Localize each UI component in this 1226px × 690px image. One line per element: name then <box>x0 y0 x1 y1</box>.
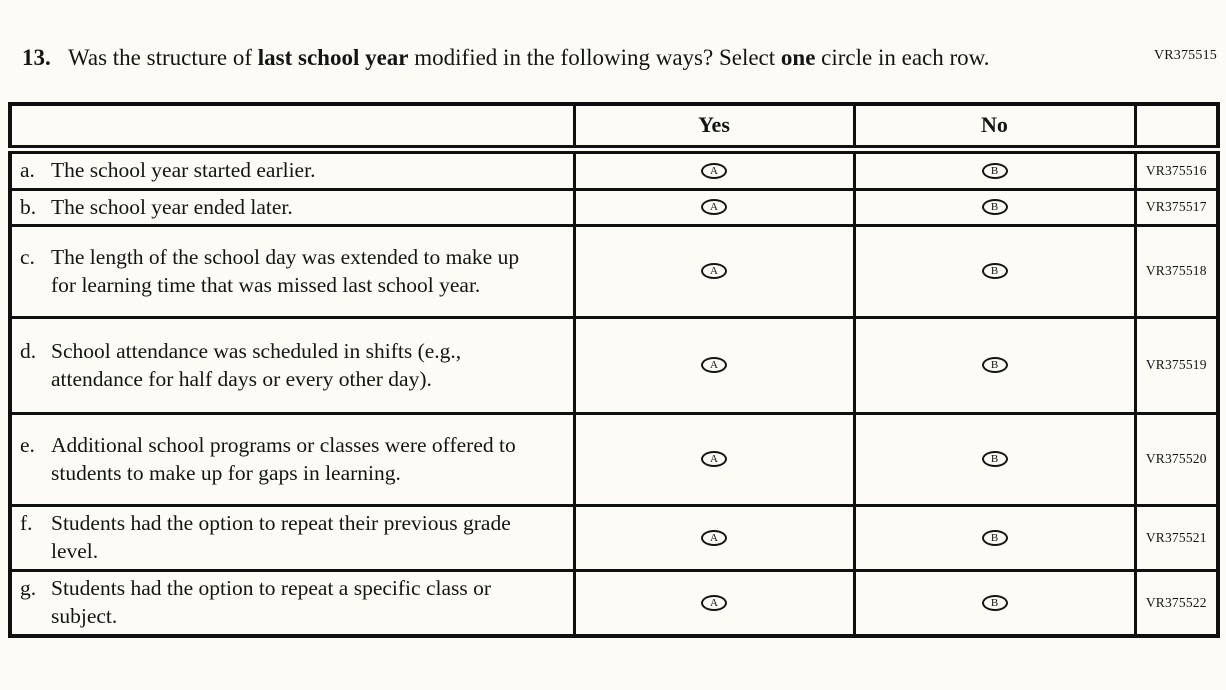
no-cell-b <box>854 189 1135 225</box>
table-row-e <box>10 413 1218 505</box>
row-label: Students had the option to repeat a specific class or subject. <box>51 575 492 629</box>
yes-option-bubble-g[interactable]: A <box>701 595 727 611</box>
header-no: No <box>854 104 1135 150</box>
page-variable-code: VR375515 <box>1153 48 1217 63</box>
response-table <box>8 102 1220 638</box>
statement-cell-e <box>10 413 574 505</box>
no-option-bubble-b[interactable]: B <box>982 199 1008 215</box>
yes-cell-c <box>574 225 854 317</box>
statement-cell-d <box>10 317 574 413</box>
row-label: The school year started earlier. <box>51 158 316 183</box>
no-option-bubble-e[interactable]: B <box>982 451 1008 467</box>
no-option-bubble-d[interactable]: B <box>982 357 1008 373</box>
row-letter: a. <box>20 158 35 183</box>
yes-cell-d <box>574 317 854 413</box>
row-code-f: VR375521 <box>1135 505 1218 570</box>
yes-option-bubble-c[interactable]: A <box>701 263 727 279</box>
yes-cell-g <box>574 570 854 635</box>
table-row-d <box>10 317 1218 413</box>
row-letter: e. <box>20 432 35 457</box>
row-letter: c. <box>20 244 35 269</box>
no-cell-a <box>854 150 1135 189</box>
statement-cell-b <box>10 189 574 225</box>
table-row-g <box>10 570 1218 635</box>
row-label: School attendance was scheduled in shifts (e.g., attendance for half days or every other day). <box>51 338 462 391</box>
question-text-prefix: Was the structure of <box>68 45 258 70</box>
row-letter: d. <box>20 338 37 363</box>
question-number: 13. <box>22 45 51 70</box>
row-code-d: VR375519 <box>1135 317 1218 413</box>
yes-option-bubble-e[interactable]: A <box>701 451 727 467</box>
statement-cell-c <box>10 225 574 317</box>
yes-cell-b <box>574 189 854 225</box>
question-text-bold-last-school-year: last school year <box>257 45 409 70</box>
statement-cell-a <box>10 150 574 189</box>
yes-cell-f <box>574 505 854 570</box>
table-row-c <box>10 225 1218 317</box>
yes-option-bubble-a[interactable]: A <box>701 163 727 179</box>
row-code-g: VR375522 <box>1135 570 1218 635</box>
row-code-e: VR375520 <box>1135 413 1218 505</box>
row-letter: f. <box>20 511 33 536</box>
question-13 <box>22 42 1226 74</box>
no-cell-f <box>854 505 1135 570</box>
header-statement <box>10 104 574 150</box>
no-cell-d <box>854 317 1135 413</box>
row-code-b: VR375517 <box>1135 189 1218 225</box>
header-row <box>10 104 1218 150</box>
row-label: The school year ended later. <box>51 194 293 219</box>
row-code-a: VR375516 <box>1135 150 1218 189</box>
row-code-c: VR375518 <box>1135 225 1218 317</box>
row-letter: g. <box>20 575 37 600</box>
question-text-bold-one: one <box>780 45 816 70</box>
header-yes: Yes <box>574 104 854 150</box>
yes-cell-e <box>574 413 854 505</box>
no-cell-g <box>854 570 1135 635</box>
statement-cell-g <box>10 570 574 635</box>
statement-cell-f <box>10 505 574 570</box>
question-text <box>68 42 990 74</box>
yes-cell-a <box>574 150 854 189</box>
table-row-f <box>10 505 1218 570</box>
row-letter: b. <box>20 194 37 219</box>
table-row-b <box>10 189 1218 225</box>
question-text-mid: modified in the following ways? Select <box>408 45 781 70</box>
no-option-bubble-f[interactable]: B <box>982 530 1008 546</box>
row-label: Additional school programs or classes were offered to students to make up for gaps in learning. <box>51 432 516 485</box>
no-option-bubble-c[interactable]: B <box>982 263 1008 279</box>
header-code <box>1135 104 1218 150</box>
no-option-bubble-a[interactable]: B <box>982 163 1008 179</box>
yes-option-bubble-d[interactable]: A <box>701 357 727 373</box>
no-option-bubble-g[interactable]: B <box>982 595 1008 611</box>
yes-option-bubble-f[interactable]: A <box>701 530 727 546</box>
no-cell-e <box>854 413 1135 505</box>
yes-option-bubble-b[interactable]: A <box>701 199 727 215</box>
question-text-suffix: circle in each row. <box>815 45 990 70</box>
table-row-a <box>10 150 1218 189</box>
no-cell-c <box>854 225 1135 317</box>
row-label: The length of the school day was extended to make up for learning time that was missed last school year. <box>51 244 520 297</box>
row-label: Students had the option to repeat their previous grade level. <box>51 511 511 564</box>
